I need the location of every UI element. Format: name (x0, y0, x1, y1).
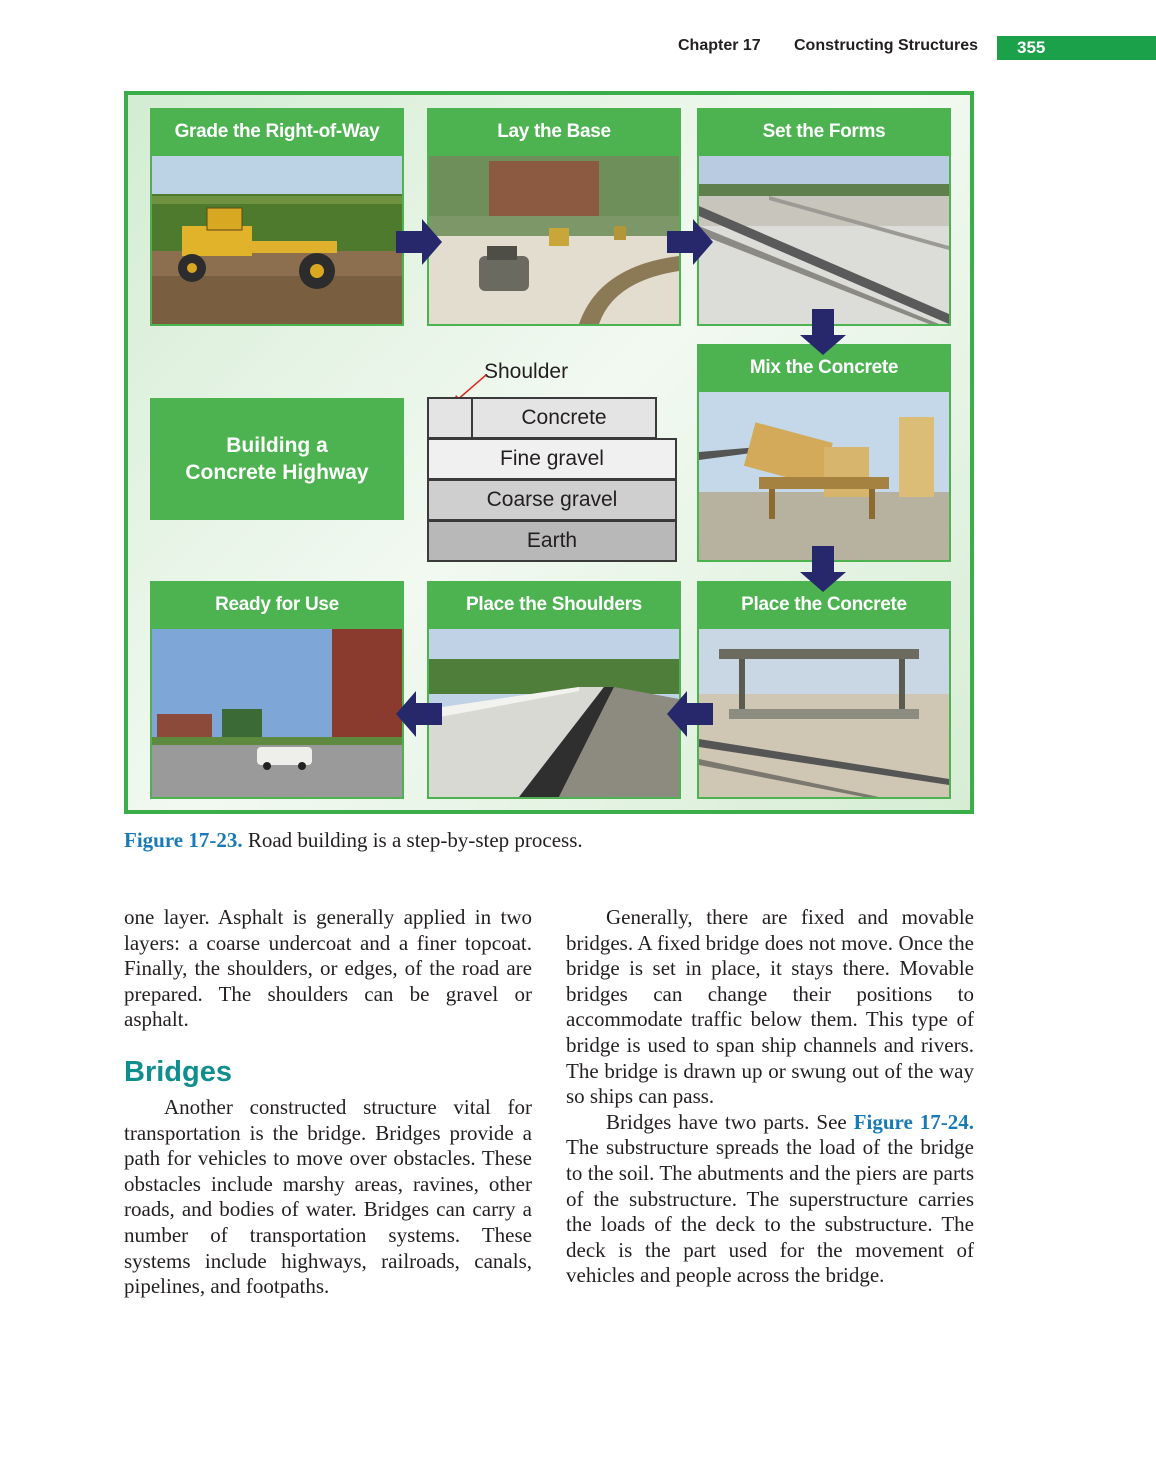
panel-ready (150, 581, 404, 799)
paragraph-rest: The substructure spreads the load of the bridge to the soil. The abutments and the piers are parts of the substructure. The superstructure carries the loads of the deck to the substructure. The deck is the part used for the movement of vehicles and people across the bridge. (566, 1135, 974, 1288)
panel-ready-label: Ready for Use (215, 594, 339, 615)
paragraph: Generally, there are fixed and movable bridges. A fixed bridge does not move. Once the bridge is set in place, it stays there. Movable bridges can change their positions to accommodate traffic below them. This type of bridge is used to span ship channels and rivers. The bridge is drawn up or swung out of the way so ships can pass. (566, 905, 974, 1109)
paver-photo (699, 629, 949, 797)
forms-photo (699, 156, 949, 324)
panel-grade-label: Grade the Right-of-Way (174, 121, 380, 142)
panel-shoulders-label: Place the Shoulders (466, 594, 642, 615)
mixer-photo (699, 392, 949, 560)
layer-fine-gravel: Fine gravel (427, 438, 677, 480)
shoulders-photo (429, 629, 679, 797)
arrow-right-icon (396, 219, 442, 265)
panel-place-concrete (697, 581, 951, 799)
panel-mix (697, 344, 951, 562)
figure-title-line1: Building a (226, 434, 328, 457)
panel-base-label: Lay the Base (497, 121, 611, 142)
arrow-down-icon (800, 309, 846, 355)
left-column-top (124, 905, 532, 1033)
arrow-right-icon (667, 219, 713, 265)
figure-title-line2: Concrete Highway (185, 461, 369, 484)
shoulder-label: Shoulder (484, 360, 569, 383)
panel-grade (150, 108, 404, 326)
chapter-title: Constructing Structures (794, 37, 979, 54)
layer-earth: Earth (427, 520, 677, 562)
figure-caption-text: Road building is a step-by-step process. (242, 828, 583, 852)
figure-caption (124, 828, 583, 853)
page-number-tab (997, 36, 1156, 60)
paragraph: Another constructed structure vital for transportation is the bridge. Bridges provide a path for vehicles to move over obstacles. These obstacles include marshy areas, ravines, other roads, and bodies of water. Bridges can carry a number of transportation systems. These systems include highways, railroads, canals, pipelines, and footpaths. (124, 1095, 532, 1299)
chapter-label: Chapter 17 (678, 37, 761, 54)
finished-road-photo (152, 629, 402, 797)
page-number: 355 (1017, 38, 1046, 57)
paragraph (566, 1110, 974, 1289)
arrow-left-icon (667, 691, 713, 737)
panel-base (427, 108, 681, 326)
panel-mix-label: Mix the Concrete (749, 357, 899, 378)
paragraph-start: Bridges have two parts. See (606, 1109, 854, 1134)
roller-photo (429, 156, 679, 324)
left-column-bottom (124, 1095, 532, 1300)
figure-title-box (150, 398, 404, 520)
right-column (566, 905, 974, 1289)
panel-forms-label: Set the Forms (762, 121, 886, 142)
figure-number: Figure 17-23. (124, 828, 243, 852)
paragraph: one layer. Asphalt is generally applied in two layers: a coarse undercoat and a finer topcoat. Finally, the shoulders, or edges, of the road are prepared. The shoulders can be gravel or asphalt. (124, 905, 532, 1032)
road-building-figure (124, 91, 974, 814)
figure-reference-link[interactable]: Figure 17-24. (853, 1109, 974, 1134)
panel-forms (697, 108, 951, 326)
arrow-down-icon (800, 546, 846, 592)
shoulder-block (427, 397, 473, 439)
layer-coarse-gravel: Coarse gravel (427, 479, 677, 521)
grader-photo (152, 156, 402, 324)
section-heading: Bridges (124, 1056, 232, 1088)
panel-shoulders (427, 581, 681, 799)
layer-concrete: Concrete (471, 397, 657, 439)
panel-place-concrete-label: Place the Concrete (741, 594, 907, 615)
arrow-left-icon (396, 691, 442, 737)
